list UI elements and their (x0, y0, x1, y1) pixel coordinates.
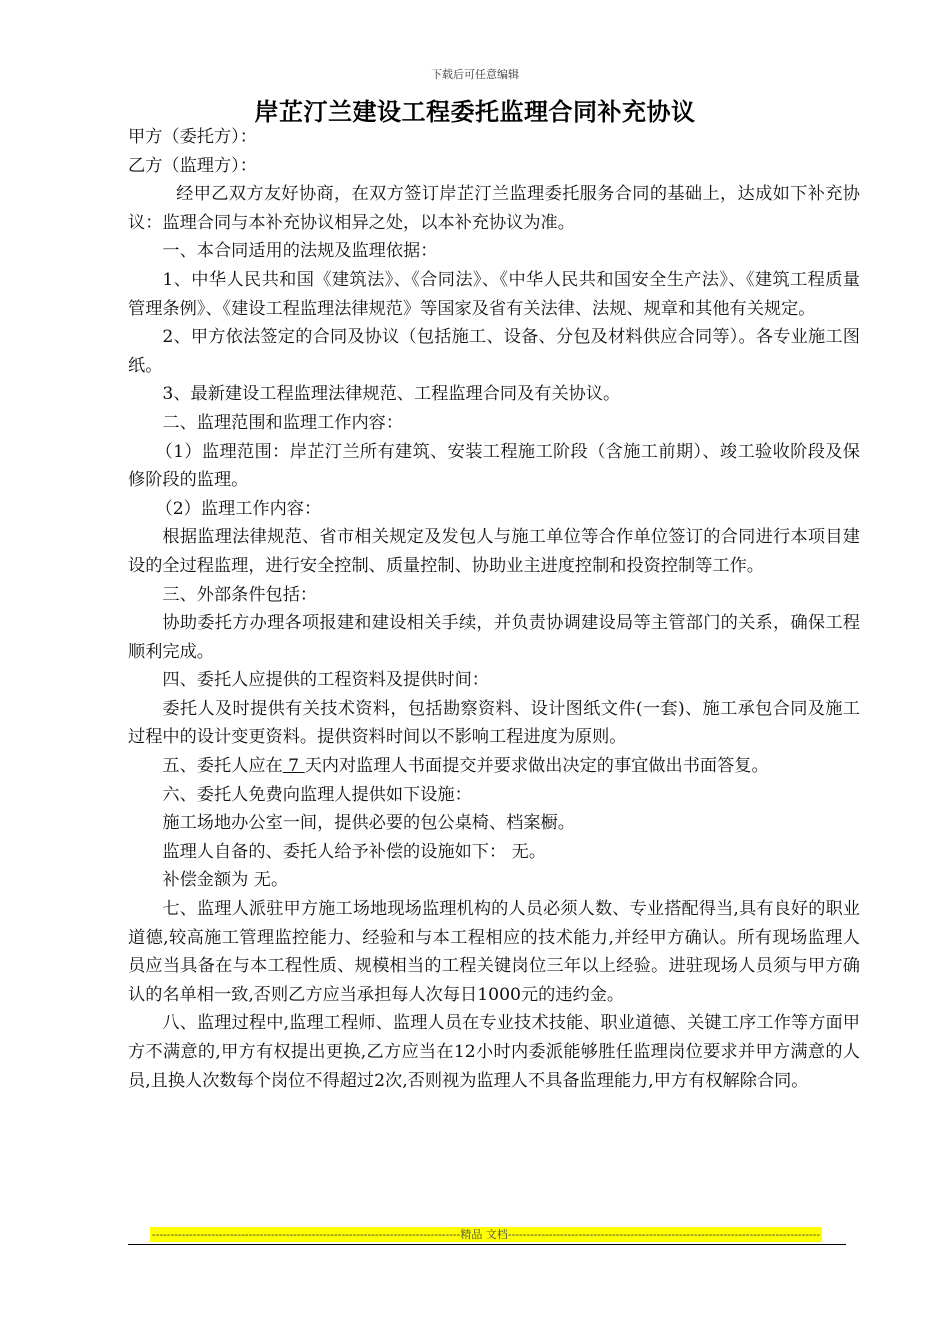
document-title: 岸芷汀兰建设工程委托监理合同补充协议 (254, 98, 696, 126)
section-6-self-provided: 监理人自备的、委托人给予补偿的设施如下： 无。 (162, 841, 546, 862)
section-5-line (128, 752, 860, 781)
section-6-heading: 六、委托人免费向监理人提供如下设施： (162, 784, 472, 805)
section-6-compensation: 补偿金额为 无。 (162, 870, 289, 891)
section-8-body: 八、监理过程中,监理工程师、监理人员在专业技术技能、职业道德、关键工序工作等方面甲方不满意的,甲方有权提出更换,乙方应当在12小时内委派能够胜任监理岗位要求并甲方满意的人员,且换人次数每个岗位不得超过2次,否则视为监理人不具备监理能力,甲方有权解除合同。 (128, 1013, 860, 1091)
download-note: 下载后可任意编辑 (431, 68, 519, 81)
footer-divider (128, 1244, 846, 1245)
section-1-item-3: 3、最新建设工程监理法律规范、工程监理合同及有关协议。 (162, 384, 621, 405)
party-a-line: 甲方（委托方）： (128, 127, 257, 147)
section-4-heading: 四、委托人应提供的工程资料及提供时间： (162, 670, 489, 691)
section-7-body: 七、监理人派驻甲方施工场地现场监理机构的人员必须人数、专业搭配得当,具有良好的职业道德,较高施工管理监控能力、经验和与本工程相应的技术能力,并经甲方确认。所有现场监理人员应当具备在与本工程性质、规模相当的工程关键岗位三年以上经验。进驻现场人员须与甲方确认的名单相一致,否则乙方应当承担每人次每日1000元的违约金。 (128, 899, 860, 1005)
section-2-scope: （1）监理范围：岸芷汀兰所有建筑、安装工程施工阶段（含施工前期）、竣工验收阶段及保修阶段的监理。 (128, 441, 860, 491)
intro-paragraph: 经甲乙双方友好协商，在双方签订岸芷汀兰监理委托服务合同的基础上，达成如下补充协议：监理合同与本补充协议相异之处，以本补充协议为准。 (128, 184, 860, 233)
response-days-value: 7 (282, 756, 305, 777)
section-2-work-heading: （2）监理工作内容： (155, 498, 322, 519)
document-body (128, 123, 860, 1095)
section-3-heading: 三、外部条件包括： (162, 584, 318, 605)
section-5-suffix: 天内对监理人书面提交并要求做出决定的事宜做出书面答复。 (304, 756, 769, 777)
section-4-body: 委托人及时提供有关技术资料，包括勘察资料、设计图纸文件(一套)、施工承包合同及施工过程中的设计变更资料。提供资料时间以不影响工程进度为原则。 (128, 698, 860, 748)
footer-highlight-bar: -----------------------------------------------------------------------------------精品 文档------------------------------------------------------------------------------------ (151, 1228, 821, 1241)
section-6-facilities: 施工场地办公室一间，提供必要的包公桌椅、档案橱。 (162, 813, 575, 834)
section-3-body: 协助委托方办理各项报建和建设相关手续，并负责协调建设局等主管部门的关系，确保工程顺利完成。 (128, 613, 860, 662)
section-2-heading: 二、监理范围和监理工作内容： (162, 412, 404, 433)
section-1-item-2: 2、甲方依法签定的合同及协议（包括施工、设备、分包及材料供应合同等）。各专业施工图纸。 (128, 327, 860, 376)
party-b-line: 乙方（监理方）： (128, 155, 257, 176)
section-5-prefix: 五、委托人应在 (162, 756, 283, 777)
section-1-heading: 一、本合同适用的法规及监理依据： (162, 241, 438, 262)
section-2-work-body: 根据监理法律规范、省市相关规定及发包人与施工单位等合作单位签订的合同进行本项目建设的全过程监理，进行安全控制、质量控制、协助业主进度控制和投资控制等工作。 (128, 527, 860, 576)
section-1-item-1: 1、中华人民共和国《建筑法》、《合同法》、《中华人民共和国安全生产法》、《建筑工程质量管理条例》、《建设工程监理法律规范》等国家及省有关法律、法规、规章和其他有关规定。 (128, 269, 860, 319)
